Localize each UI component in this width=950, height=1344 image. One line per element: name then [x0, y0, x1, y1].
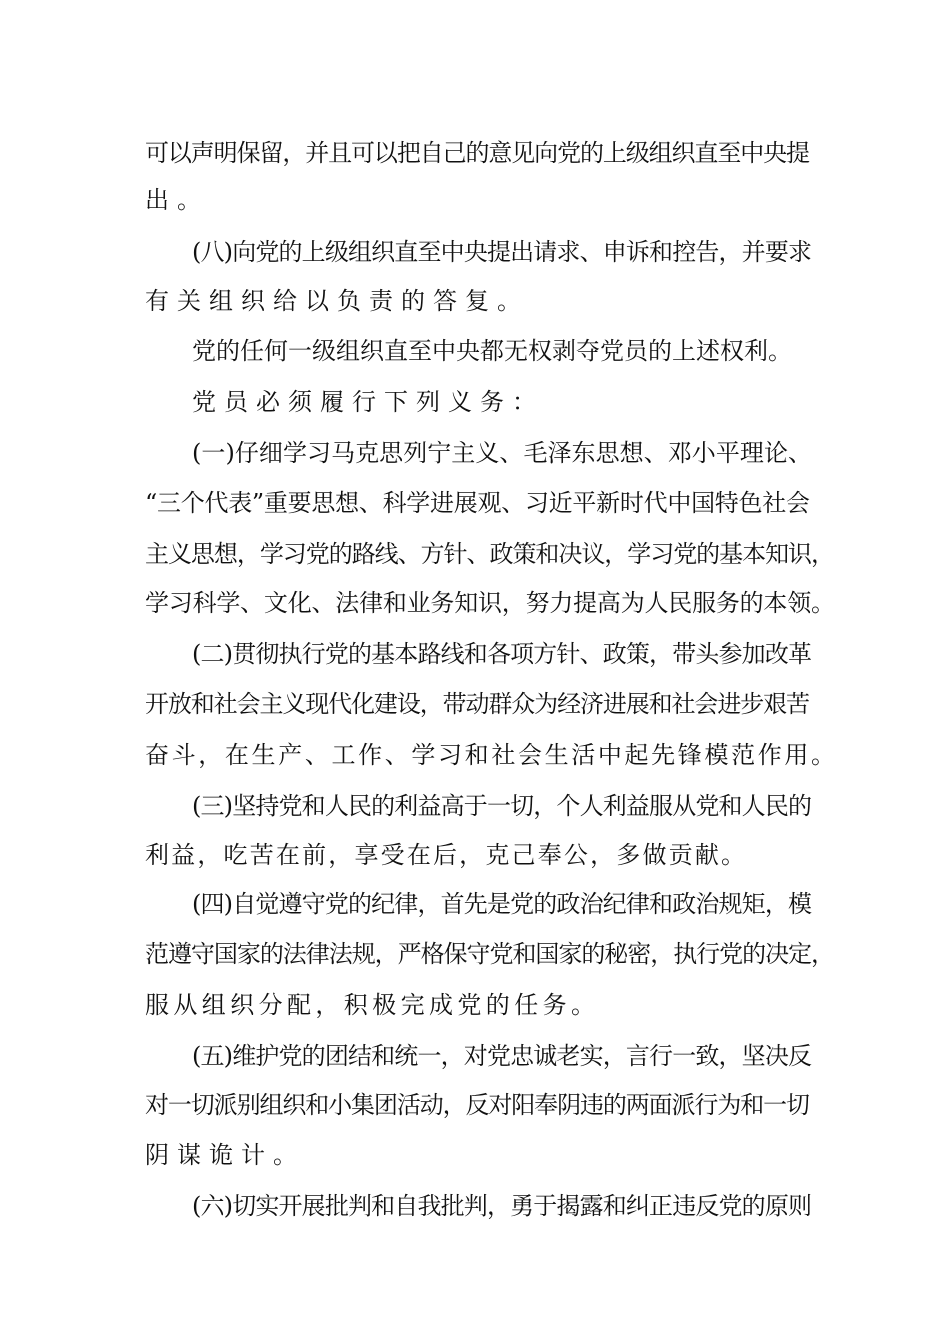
text-line: (六)切实开展批判和自我批判，勇于揭露和纠正违反党的原则 [192, 1192, 812, 1220]
text-line: 出。 [145, 186, 209, 214]
text-line: (一)仔细学习马克思列宁主义、毛泽东思想、邓小平理论、 [192, 439, 813, 467]
text-line: 党的任何一级组织直至中央都无权剥夺党员的上述权利。 [192, 337, 792, 365]
text-line: 主义思想，学习党的路线、方针、政策和决议，学习党的基本知识， [145, 540, 834, 568]
text-line: 可以声明保留，并且可以把自己的意见向党的上级组织直至中央提 [145, 139, 809, 167]
text-line: 党员必须履行下列义务： [192, 388, 544, 416]
text-line: 范遵守国家的法律法规，严格保守党和国家的秘密，执行党的决定， [145, 940, 834, 968]
text-line: 对一切派别组织和小集团活动，反对阳奉阴违的两面派行为和一切 [145, 1091, 809, 1119]
text-line: (四)自觉遵守党的纪律，首先是党的政治纪律和政治规矩，模 [192, 890, 812, 918]
text-line: (八)向党的上级组织直至中央提出请求、申诉和控告，并要求 [192, 238, 812, 266]
text-line: 利益，吃苦在前，享受在后，克己奉公，多做贡献。 [145, 841, 748, 869]
text-line: (五)维护党的团结和统一，对党忠诚老实，言行一致，坚决反 [192, 1042, 812, 1070]
text-line: 服从组织分配，积极完成党的任务。 [145, 991, 600, 1019]
text-line: (三)坚持党和人民的利益高于一切，个人利益服从党和人民的 [192, 792, 812, 820]
text-line: 有关组织给以负责的答复。 [145, 287, 529, 315]
text-line: “三个代表”重要思想、科学进展观、习近平新时代中国特色社会 [145, 489, 810, 517]
text-line: 学习科学、文化、法律和业务知识，努力提高为人民服务的本领。 [145, 589, 835, 617]
text-line: 奋斗，在生产、工作、学习和社会生活中起先锋模范作用。 [145, 741, 838, 769]
text-line: 阴谋诡计。 [145, 1141, 305, 1169]
text-line: 开放和社会主义现代化建设，带动群众为经济进展和社会进步艰苦 [145, 690, 809, 718]
text-line: (二)贯彻执行党的基本路线和各项方针、政策，带头参加改革 [192, 640, 812, 668]
